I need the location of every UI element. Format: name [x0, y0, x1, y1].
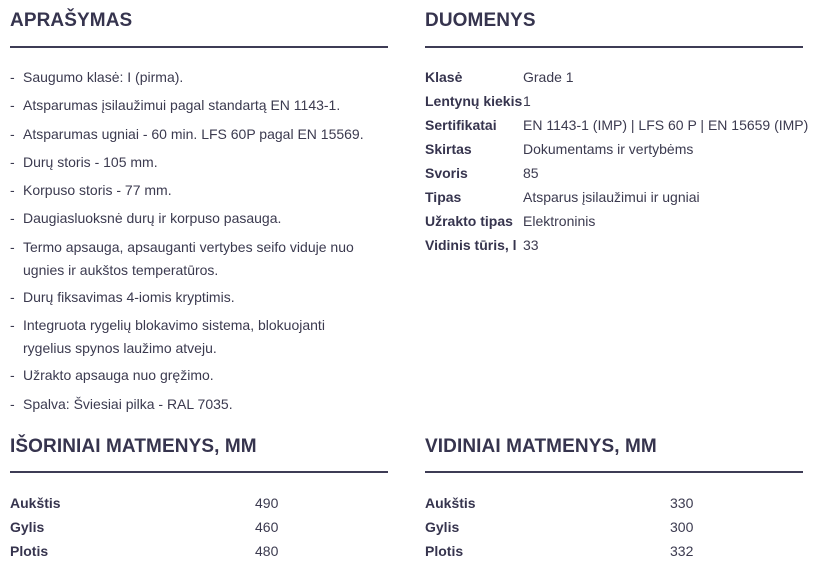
description-item: - Durų fiksavimas 4-iomis kryptimis.: [10, 286, 388, 309]
dimension-value: 330: [670, 495, 694, 511]
dimension-value: 332: [670, 543, 694, 559]
inner-dimensions-title: VIDINIAI MATMENYS, MM: [425, 436, 657, 457]
dash-marker: -: [10, 210, 15, 226]
outer-dimensions-title: IŠORINIAI MATMENYS, MM: [10, 436, 257, 457]
description-item: - Korpuso storis - 77 mm.: [10, 179, 388, 202]
data-value: Elektroninis: [523, 213, 596, 229]
data-key: Vidinis tūris, l: [425, 237, 517, 253]
inner-dimensions-divider: [425, 471, 803, 473]
data-key: Klasė: [425, 69, 463, 85]
dimension-key: Gylis: [10, 519, 45, 535]
description-divider: [10, 46, 388, 48]
dash-marker: -: [10, 396, 15, 412]
description-item: - Atsparumas ugniai - 60 min. LFS 60P pagal EN 15569.: [10, 123, 388, 146]
data-key: Skirtas: [425, 141, 472, 157]
data-divider: [425, 46, 803, 48]
data-key: Svoris: [425, 165, 468, 181]
data-key: Tipas: [425, 189, 462, 205]
dimension-key: Plotis: [425, 543, 464, 559]
description-item: - Termo apsauga, apsauganti vertybes seifo viduje nuo ugnies ir aukštos temperatūros.: [10, 236, 380, 281]
dimension-value: 300: [670, 519, 694, 535]
data-value: EN 1143-1 (IMP) | LFS 60 P | EN 15659 (IMP): [523, 117, 809, 133]
description-item: - Daugiasluoksnė durų ir korpuso pasauga.: [10, 207, 388, 230]
description-item: - Spalva: Šviesiai pilka - RAL 7035.: [10, 393, 388, 416]
dash-marker: -: [10, 97, 15, 113]
data-title: DUOMENYS: [425, 10, 536, 31]
data-value: 1: [523, 93, 531, 109]
data-key: Sertifikatai: [425, 117, 497, 133]
dash-marker: -: [10, 69, 15, 85]
dash-marker: -: [10, 367, 15, 383]
description-item: - Užrakto apsauga nuo gręžimo.: [10, 364, 388, 387]
dimension-key: Plotis: [10, 543, 49, 559]
dimension-key: Gylis: [425, 519, 460, 535]
description-item: - Saugumo klasė: I (pirma).: [10, 66, 388, 89]
data-key: Užrakto tipas: [425, 213, 513, 229]
description-item: - Integruota rygelių blokavimo sistema, blokuojanti rygelius spynos laužimo atveju.: [10, 314, 355, 359]
data-value: Grade 1: [523, 69, 574, 85]
dash-marker: -: [10, 289, 15, 305]
data-value: Atsparus įsilaužimui ir ugniai: [523, 189, 700, 205]
inner-dimensions-section: [425, 436, 803, 566]
outer-dimensions-divider: [10, 471, 388, 473]
data-section: [425, 10, 809, 260]
dimension-key: Aukštis: [425, 495, 476, 511]
dash-marker: -: [10, 182, 15, 198]
description-section: [10, 10, 388, 420]
dimension-value: 460: [255, 519, 279, 535]
dash-marker: -: [10, 154, 15, 170]
dimension-value: 490: [255, 495, 279, 511]
description-title: APRAŠYMAS: [10, 10, 133, 31]
dash-marker: -: [10, 317, 15, 333]
dash-marker: -: [10, 239, 15, 255]
data-value: 85: [523, 165, 539, 181]
data-value: Dokumentams ir vertybėms: [523, 141, 694, 157]
dimension-value: 480: [255, 543, 279, 559]
description-item: - Atsparumas įsilaužimui pagal standartą EN 1143-1.: [10, 94, 388, 117]
data-key: Lentynų kiekis: [425, 93, 523, 109]
outer-dimensions-section: [10, 436, 388, 566]
data-value: 33: [523, 237, 539, 253]
dimension-key: Aukštis: [10, 495, 61, 511]
description-item: - Durų storis - 105 mm.: [10, 151, 388, 174]
dash-marker: -: [10, 126, 15, 142]
